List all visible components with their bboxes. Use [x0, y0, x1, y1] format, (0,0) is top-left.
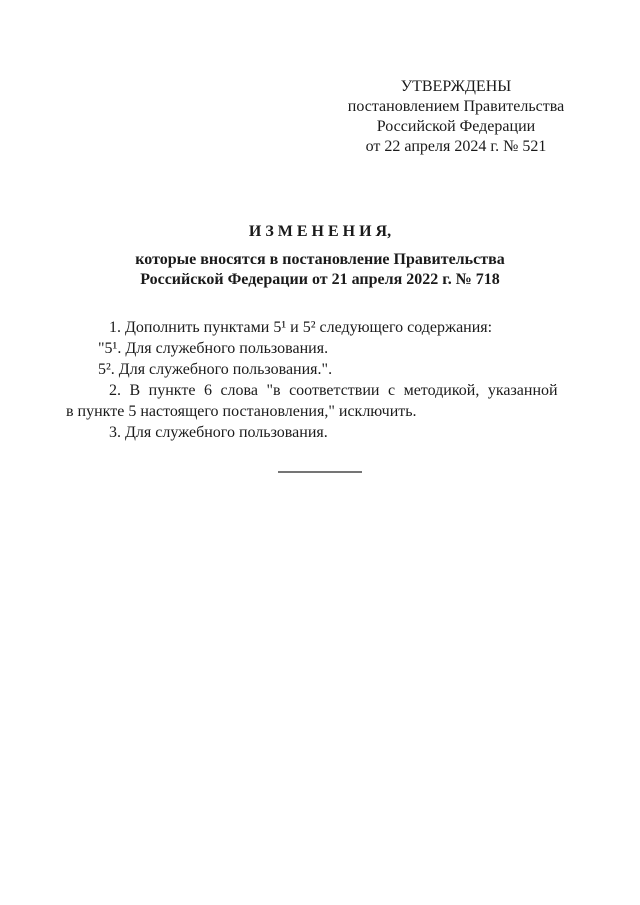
- title-heading: И З М Е Н Е Н И Я,: [248, 223, 392, 240]
- approval-authority-line-1: постановлением Правительства: [347, 98, 565, 115]
- approval-date-number: от 22 апреля 2024 г. № 521: [365, 138, 547, 155]
- document-body: [66, 317, 575, 443]
- title-subline-1: которые вносятся в постановление Правительства: [135, 250, 505, 268]
- paragraph-1-line-2: "5¹. Для служебного пользования.: [98, 339, 329, 357]
- paragraph-2-line-2: в пункте 5 настоящего постановления," исключить.: [66, 402, 417, 420]
- signature-divider: [278, 471, 362, 473]
- paragraph-2-line-1: 2. В пункте 6 слова "в соответствии с методикой, указанной: [109, 381, 558, 399]
- title-subline-2: Российской Федерации от 21 апреля 2022 г. № 718: [140, 271, 500, 288]
- approval-block: [334, 77, 578, 157]
- approval-authority-line-2: Российской Федерации: [376, 118, 536, 135]
- paragraph-1-line-1: 1. Дополнить пунктами 5¹ и 5² следующего содержания:: [109, 318, 493, 336]
- document-title: [0, 222, 640, 291]
- paragraph-1-line-3: 5². Для служебного пользования.".: [98, 360, 333, 378]
- approval-status: УТВЕРЖДЕНЫ: [400, 78, 512, 95]
- paragraph-3-line-1: 3. Для служебного пользования.: [109, 423, 328, 441]
